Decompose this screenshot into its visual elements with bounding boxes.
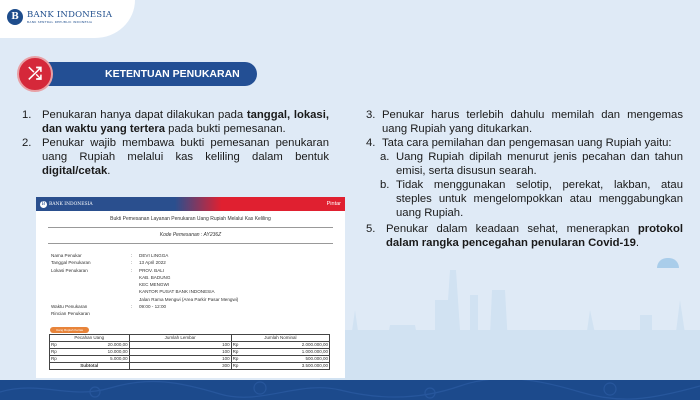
field-row: Waktu Penukaran : 09:00 - 12:00 <box>51 304 167 310</box>
shuffle-icon: ⤮ <box>17 56 53 92</box>
rule-item-4b: b. Tidak menggunakan selotip, perekat, lakban, atau steples untuk mengelompokkan atau menggabungkan uang Rupiah. <box>380 179 683 219</box>
field-row: KAB. BADUNG <box>139 274 171 280</box>
receipt-fields <box>51 252 345 318</box>
receipt-logo: B BANK INDONESIA <box>41 201 93 207</box>
batik-pattern-decoration <box>0 380 700 400</box>
hot-air-balloon-decoration <box>657 258 679 268</box>
table-row: Rp 20.000,00 100 Rp 2.000.000,00 <box>51 342 328 347</box>
rule-item-2: 2. Penukar wajib membawa bukti pemesanan penukaran uang Rupiah melalui kas keliling dalam bentuk digital/cetak. <box>22 137 329 177</box>
divider <box>48 243 333 244</box>
city-skyline-illustration <box>320 270 700 380</box>
field-row: Jalan Rama Mengwi (Area Parkir Pasar Mengwi) <box>139 296 239 302</box>
section-banner <box>27 62 257 86</box>
divider <box>48 227 333 228</box>
field-row: Lokasi Penukaran : PROV. BALI <box>51 267 165 273</box>
bank-logo-icon: B <box>7 9 23 25</box>
field-row: KEC MENGWI <box>139 282 170 288</box>
field-row: Tanggal Penukaran : 13 April 2022 <box>51 260 166 266</box>
receipt-brand: Pintar <box>326 201 341 207</box>
booking-code: Kode Pemesanan : AY236Z <box>159 232 222 238</box>
field-row: Nama Penukar : DEVI LINGGA <box>51 253 169 258</box>
section-title: KETENTUAN PENUKARAN <box>105 68 240 80</box>
rule-item-5: 5. Penukar dalam keadaan sehat, menerapkan protokol dalam rangka pencegahan penularan Covid-19. <box>366 223 683 249</box>
footer-bar <box>0 380 700 400</box>
bank-logo-icon: B <box>41 201 46 207</box>
table-row: Rp 5.000,00 100 Rp 500.000,00 <box>51 356 328 361</box>
exchange-details-table: Pecahan Uang Jumlah Lembar Jumlah Nominal Rp 20.000,00 100 Rp 2.000.000,00 Rp 10.000,00 100 Rp 1.000.000,00 Rp 5.000,00 100 Rp 500.000,00 Subtotal 300 Rp 3.500.000,00 <box>51 335 328 368</box>
currency-type-badge: Uang Rupiah Kertas <box>50 327 89 333</box>
rule-item-3: 3. Penukar harus terlebih dahulu memilah dan mengemas uang Rupiah yang ditukarkan. <box>366 109 683 135</box>
rincian-label: Rincian Penukaran <box>51 311 90 317</box>
table-row: Rp 10.000,00 100 Rp 1.000.000,00 <box>51 349 328 354</box>
logo-subtitle: BANK SENTRAL REPUBLIK INDONESIA <box>27 19 93 24</box>
receipt-title: Bukti Pemesanan Layanan Penukaran Uang Rupiah Melalui Kas Keliling <box>110 216 271 222</box>
logo-name: BANK INDONESIA <box>27 9 113 20</box>
bank-indonesia-logo <box>7 9 112 25</box>
rule-item-4a: a. Uang Rupiah dipilah menurut jenis pecahan dan tahun emisi, serta disusun searah. <box>380 151 683 177</box>
subtotal-row: Subtotal 300 Rp 3.500.000,00 <box>50 363 330 370</box>
rules-list-left <box>22 108 329 178</box>
rule-item-4: 4. Tata cara pemilahan dan pengemasan uang Rupiah yaitu: <box>366 137 672 149</box>
field-row: KANTOR PUSAT BANK INDONESIA <box>139 289 215 295</box>
rules-list-right <box>366 108 683 250</box>
receipt-header <box>36 197 345 211</box>
rule-item-1: 1. Penukaran hanya dapat dilakukan pada tanggal, lokasi, dan waktu yang tertera pada bukti pemesanan. <box>22 109 329 135</box>
booking-receipt-image <box>36 197 345 378</box>
